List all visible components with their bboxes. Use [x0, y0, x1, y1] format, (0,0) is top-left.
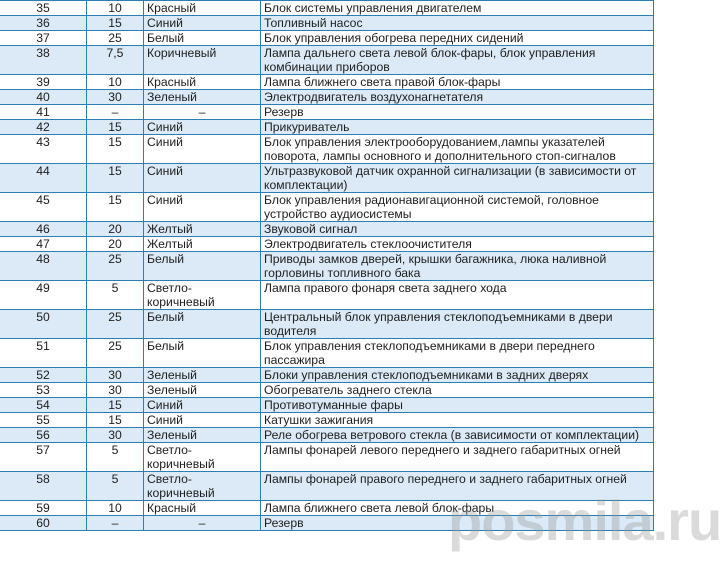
table-row — [0, 472, 654, 501]
fuse-number: 60 — [0, 516, 87, 531]
fuse-number: 45 — [0, 193, 87, 222]
fuse-amperage: 15 — [87, 398, 144, 413]
fuse-number: 55 — [0, 413, 87, 428]
fuse-color: Белый — [144, 339, 261, 368]
fuse-amperage: 10 — [87, 501, 144, 516]
fuse-number: 46 — [0, 222, 87, 237]
fuse-amperage: 15 — [87, 120, 144, 135]
fuse-number: 43 — [0, 135, 87, 164]
fuse-color: Коричневый — [144, 46, 261, 75]
fuse-amperage: 25 — [87, 310, 144, 339]
table-row — [0, 428, 654, 443]
fuse-description: Топливный насос — [261, 16, 654, 31]
fuse-amperage: 5 — [87, 443, 144, 472]
fuse-number: 50 — [0, 310, 87, 339]
fuse-color: Синий — [144, 120, 261, 135]
table-row — [0, 383, 654, 398]
fuse-number: 38 — [0, 46, 87, 75]
fuse-description: Ультразвуковой датчик охранной сигнализации (в зависимости от комплектации) — [261, 164, 654, 193]
fuse-amperage: 30 — [87, 90, 144, 105]
fuse-description: Противотуманные фары — [261, 398, 654, 413]
fuse-amperage: 25 — [87, 339, 144, 368]
fuse-description: Лампа ближнего света левой блок-фары — [261, 501, 654, 516]
table-row — [0, 16, 654, 31]
fuse-description: Лампа ближнего света правой блок-фары — [261, 75, 654, 90]
fuse-number: 47 — [0, 237, 87, 252]
fuse-number: 57 — [0, 443, 87, 472]
fuse-number: 54 — [0, 398, 87, 413]
table-row — [0, 105, 654, 120]
fuse-amperage: 30 — [87, 368, 144, 383]
fuse-number: 44 — [0, 164, 87, 193]
fuse-description: Резерв — [261, 105, 654, 120]
fuse-color: Белый — [144, 310, 261, 339]
fuse-number: 36 — [0, 16, 87, 31]
fuse-amperage: 15 — [87, 413, 144, 428]
table-row — [0, 46, 654, 75]
table-row — [0, 501, 654, 516]
table-row — [0, 75, 654, 90]
fuse-color: Зеленый — [144, 383, 261, 398]
fuse-number: 41 — [0, 105, 87, 120]
fuse-amperage: – — [87, 105, 144, 120]
table-row — [0, 1, 654, 16]
fuse-description: Блок управления обогрева передних сидений — [261, 31, 654, 46]
table-row — [0, 339, 654, 368]
fuse-description: Лампа дальнего света левой блок-фары, блок управления комбинации приборов — [261, 46, 654, 75]
fuse-amperage: 7,5 — [87, 46, 144, 75]
fuse-number: 39 — [0, 75, 87, 90]
fuse-number: 40 — [0, 90, 87, 105]
watermark: posmila.ru — [448, 489, 721, 552]
fuse-color: Светло-коричневый — [144, 443, 261, 472]
table-row — [0, 516, 654, 531]
fuse-description: Прикуриватель — [261, 120, 654, 135]
fuse-description: Приводы замков дверей, крышки багажника, люка наливной горловины топливного бака — [261, 252, 654, 281]
fuse-description: Резерв — [261, 516, 654, 531]
table-row — [0, 135, 654, 164]
fuse-amperage: 25 — [87, 252, 144, 281]
fuse-color: Светло-коричневый — [144, 472, 261, 501]
fuse-description: Блок управления радионавигационной системой, головное устройство аудиосистемы — [261, 193, 654, 222]
fuse-description: Обогреватель заднего стекла — [261, 383, 654, 398]
fuse-description: Блок управления стеклоподъемниками в двери переднего пассажира — [261, 339, 654, 368]
fuse-amperage: 20 — [87, 222, 144, 237]
fuse-description: Электродвигатель воздухонагнетателя — [261, 90, 654, 105]
fuse-amperage: 25 — [87, 31, 144, 46]
fuse-amperage: 5 — [87, 472, 144, 501]
fuse-color: Синий — [144, 398, 261, 413]
fuse-amperage: 20 — [87, 237, 144, 252]
fuse-number: 59 — [0, 501, 87, 516]
fuse-color: Синий — [144, 413, 261, 428]
fuse-color: Красный — [144, 501, 261, 516]
fuse-amperage: 15 — [87, 193, 144, 222]
table-row — [0, 237, 654, 252]
fuse-amperage: 15 — [87, 16, 144, 31]
fuse-description: Блок управления электрооборудованием,лампы указателей поворота, лампы основного и дополнительного стоп-сигналов — [261, 135, 654, 164]
fuse-amperage: 10 — [87, 1, 144, 16]
fuse-color: Зеленый — [144, 368, 261, 383]
table-row — [0, 164, 654, 193]
table-row — [0, 120, 654, 135]
fuse-number: 51 — [0, 339, 87, 368]
fuse-description: Звуковой сигнал — [261, 222, 654, 237]
fuse-description: Катушки зажигания — [261, 413, 654, 428]
fuse-color: – — [144, 516, 261, 531]
table-row — [0, 90, 654, 105]
fuse-number: 58 — [0, 472, 87, 501]
fuse-description: Лампы фонарей левого переднего и заднего габаритных огней — [261, 443, 654, 472]
fuse-color: Синий — [144, 135, 261, 164]
fuse-number: 53 — [0, 383, 87, 398]
fuse-color: – — [144, 105, 261, 120]
fuse-color: Белый — [144, 252, 261, 281]
fuse-description: Блоки управления стеклоподъемниками в задних дверях — [261, 368, 654, 383]
fuse-number: 56 — [0, 428, 87, 443]
table-row — [0, 193, 654, 222]
fuse-number: 49 — [0, 281, 87, 310]
fuse-color: Белый — [144, 31, 261, 46]
fuse-number: 37 — [0, 31, 87, 46]
fuse-amperage: – — [87, 516, 144, 531]
fuse-number: 42 — [0, 120, 87, 135]
fuse-description: Реле обогрева ветрового стекла (в зависимости от комплектации) — [261, 428, 654, 443]
fuse-description: Лампы фонарей правого переднего и заднего габаритных огней — [261, 472, 654, 501]
fuse-amperage: 10 — [87, 75, 144, 90]
fuse-color: Зеленый — [144, 428, 261, 443]
table-row — [0, 443, 654, 472]
table-row — [0, 398, 654, 413]
fuse-description: Лампа правого фонаря света заднего хода — [261, 281, 654, 310]
fuse-color: Красный — [144, 75, 261, 90]
fuse-amperage: 30 — [87, 428, 144, 443]
fuse-description: Блок системы управления двигателем — [261, 1, 654, 16]
table-row — [0, 252, 654, 281]
fuse-color: Желтый — [144, 222, 261, 237]
fuse-number: 48 — [0, 252, 87, 281]
fuse-number: 35 — [0, 1, 87, 16]
fuse-amperage: 15 — [87, 164, 144, 193]
fuse-description: Электродвигатель стеклоочистителя — [261, 237, 654, 252]
fuse-amperage: 5 — [87, 281, 144, 310]
fuse-color: Синий — [144, 16, 261, 31]
fuse-amperage: 15 — [87, 135, 144, 164]
fuse-color: Красный — [144, 1, 261, 16]
fuse-color: Светло-коричневый — [144, 281, 261, 310]
fuse-color: Зеленый — [144, 90, 261, 105]
table-row — [0, 413, 654, 428]
table-row — [0, 368, 654, 383]
fuse-amperage: 30 — [87, 383, 144, 398]
fuse-color: Синий — [144, 164, 261, 193]
table-row — [0, 310, 654, 339]
table-row — [0, 31, 654, 46]
fuse-color: Желтый — [144, 237, 261, 252]
fuse-description: Центральный блок управления стеклоподъемниками в двери водителя — [261, 310, 654, 339]
table-row — [0, 281, 654, 310]
fuse-number: 52 — [0, 368, 87, 383]
table-row — [0, 222, 654, 237]
fuse-color: Синий — [144, 193, 261, 222]
fuse-table-body — [0, 1, 654, 531]
